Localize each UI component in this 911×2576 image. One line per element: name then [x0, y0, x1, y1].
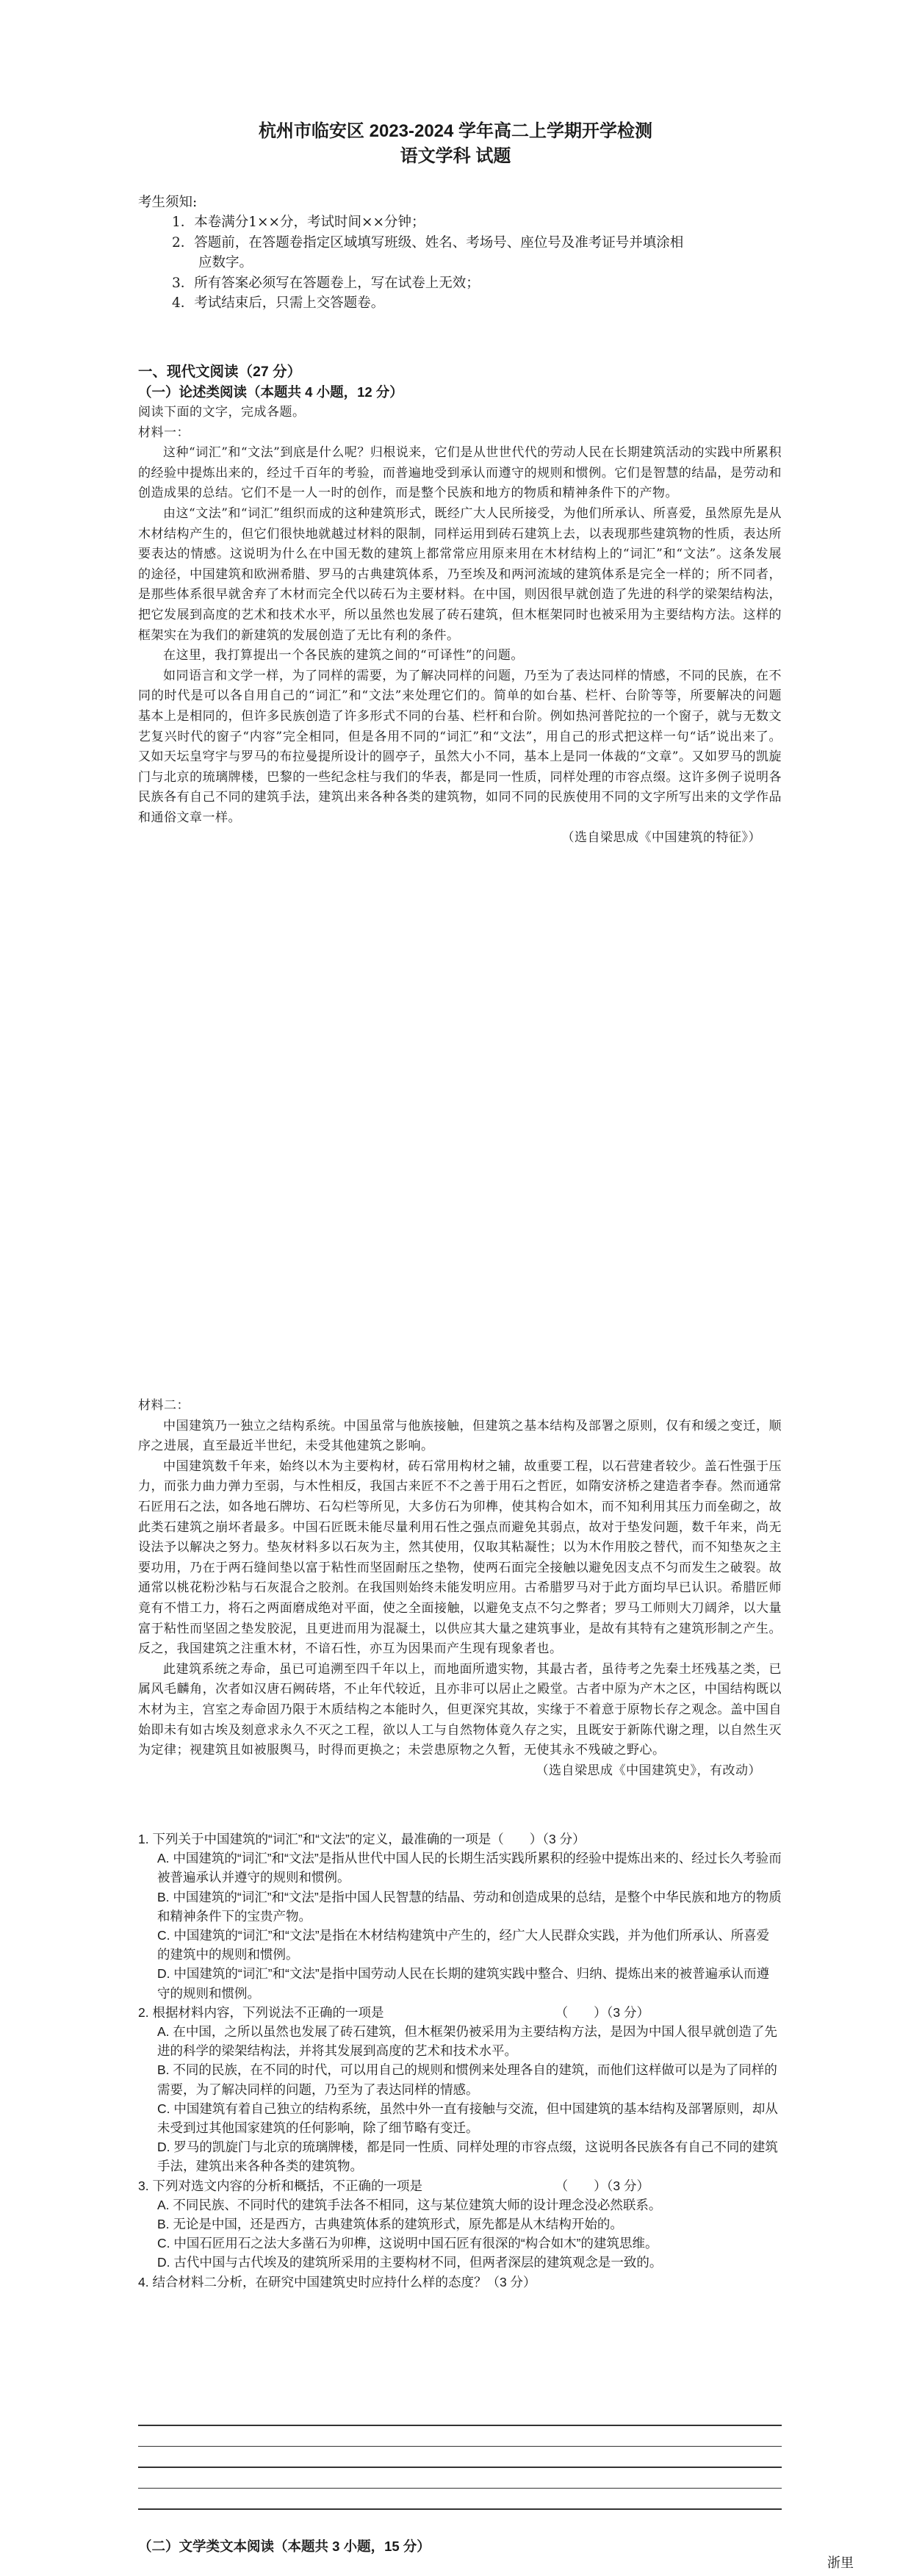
question-option: C. 中国建筑有着自己独立的结构系统，虽然中外一直有接触与交流，但中国建筑的基本结构及部署原则，却从未受到过其他国家建筑的任何影响，除了细节略有变迁。 [157, 2101, 778, 2136]
question-stem: 1. 下列关于中国建筑的“词汇”和“文法”的定义，最准确的一项是（ ）（3 分） [138, 1832, 586, 1846]
exam-notice [138, 193, 782, 313]
answer-line [138, 2446, 782, 2447]
material-source: （选自梁思成《中国建筑的特征》） [561, 830, 761, 846]
subsection-heading: （一）论述类阅读（本题共 4 小题，12 分） [138, 384, 403, 400]
question-option: A. 不同民族、不同时代的建筑手法各不相同，这与某位建筑大师的设计理念没必然联系。 [157, 2197, 662, 2212]
notice-item: 4．考试结束后，只需上交答题卷。 [172, 295, 385, 312]
notice-item: 3．所有答案必须写在答题卷上，写在试卷上无效； [172, 275, 480, 291]
question-option: A. 中国建筑的“词汇”和“文法”是指从世代中国人民的长期生活实践所累积的经验中提炼出来的、经过长久考验而被普遍承认并遵守的规则和惯例。 [157, 1851, 782, 1885]
material-paragraph: 在这里，我打算提出一个各民族的建筑之间的“可译性”的问题。 [163, 648, 524, 663]
notice-item-continued: 应数字。 [198, 255, 253, 271]
question-score: （ ）（3 分） [555, 2004, 649, 2020]
section-heading: 一、现代文阅读（27 分） [138, 364, 302, 380]
answer-line [138, 2508, 782, 2510]
question-option: D. 古代中国与古代埃及的建筑所采用的主要构材不同，但两者深层的建筑观念是一致的。 [157, 2255, 663, 2270]
notice-item: 1．本卷满分1××分，考试时间××分钟； [172, 215, 425, 231]
question-option: B. 不同的民族，在不同的时代，可以用自己的规则和惯例来处理各自的建筑，而他们这样做可以是为了同样的需要，为了解决同样的问题，乃至为了表达同样的情感。 [157, 2062, 777, 2097]
material-paragraph: 如同语言和文学一样，为了同样的需要，为了解决同样的问题，乃至为了表达同样的情感，不同的民族，在不同的时代是可以各自用自己的“词汇”和“文法”来处理它们的。简单的如台基、栏杆、台阶等等，所要解决的问题基本上是相同的，但许多民族创造了许多形式不同的台基、栏杆和台阶。例如热河普陀拉的一个窗子，就与无数文艺复兴时代的窗子“内容”完全相同，但是各用不同的“词汇”和“文法”，用自己的形式把这样一句“话”说出来了。又如天坛皇穹宇与罗马的布拉曼提所设计的圆亭子，虽然大小不同，基本上是同一体裁的“文章”。又如罗马的凯旋门与北京的琉璃牌楼，巴黎的一些纪念柱与我们的华表，都是同一性质，同样处理的市容点缀。这许多例子说明各民族各有自己不同的建筑手法，建筑出来各种各类的建筑物，如同不同的民族使用不同的文字所写出来的文学作品和通俗文章一样。 [138, 668, 782, 825]
question-option: C. 中国建筑的“词汇”和“文法”是指在木材结构建筑中产生的，经广大人民群众实践，并为他们所承认、所喜爱的建筑中的规则和惯例。 [157, 1928, 770, 1962]
exam-title: 杭州市临安区 2023-2024 学年高二上学期开学检测 [258, 121, 653, 141]
answer-line [138, 2488, 782, 2489]
question-stem [138, 2176, 782, 2195]
question-option: D. 罗马的凯旋门与北京的琉璃牌楼，都是同一性质、同样处理的市容点缀，这说明各民族各有自己不同的建筑手法，建筑出来各种各类的建筑物。 [157, 2140, 778, 2174]
page-footer: 浙里 [827, 2555, 854, 2570]
notice-heading: 考生须知: [138, 195, 198, 210]
material-one [138, 403, 782, 849]
question-option: C. 中国石匠用石之法大多凿石为卯榫，这说明中国石匠有很深的“构合如木”的建筑思维。 [157, 2236, 658, 2251]
exam-subtitle: 语文学科 试题 [400, 146, 511, 166]
answer-line [138, 2425, 782, 2426]
material-paragraph: 中国建筑数千年来，始终以木为主要构材，砖石常用构材之辅，故重要工程，以石营建者较少。盖石性强于压力，而张力曲力弹力至弱，与木性相反，我国古来匠不不之善于用石之哲匠，如隋安济桥之建造者李春。然而通常石匠用石之法，如各地石牌坊、石勾栏等所见，大多仿石为卯榫，使其构合如木，而不知利用其压力而垒砌之，故此类石建筑之崩坏者最多。中国石匠既未能尽量利用石性之强点而避免其弱点，故对于垫发问题，数千年来，尚无设法予以解决之努力。垫灰材料多以石灰为主，然其使用，仅取其粘凝性；以为木作用胶之替代，而不知垫灰之主要功用，乃在于两石缝间垫以富于粘性而坚固耐压之垫物，使两石面完全接触以避免因支点不匀而发生之破裂。故通常以桃花粉沙粘与石灰混合之胶剂。在我国则始终未能发明应用。古希腊罗马对于此方面均早已认识。希腊匠师竟有不惜工力，将石之两面磨成绝对平面，使之全面接触，以避免支点不匀之弊者；罗马工师则大刀阔斧，以大量富于粘性而坚固之垫发胶泥，且更进而用为混凝土，以供应其大量之建筑事业，是故有其特有之建筑形制之产生。反之，我国建筑之注重木材，不谙石性，亦互为因果而产生现有现象者也。 [138, 1458, 782, 1657]
material-two [138, 1396, 782, 1781]
question-stem-text: 3. 下列对选文内容的分析和概括，不正确的一项是 [138, 2178, 422, 2193]
question-option: D. 中国建筑的“词汇”和“文法”是指中国劳动人民在长期的建筑实践中整合、归纳、提炼出来的被普遍承认而遵守的规则和惯例。 [157, 1966, 770, 2001]
material-paragraph: 中国建筑乃一独立之结构系统。中国虽常与他族接触，但建筑之基本结构及部署之原则，仅有和缓之变迁，顺序之进展，直至最近半世纪，未受其他建筑之影响。 [138, 1418, 782, 1454]
question-stem [138, 2003, 782, 2022]
notice-item: 2．答题前，在答题卷指定区域填写班级、姓名、考场号、座位号及准考证号并填涂相 [172, 234, 684, 251]
subsection-heading: （二）文学类文本阅读（本题共 3 小题，15 分） [138, 2539, 431, 2554]
material-paragraph: 此建筑系统之寿命，虽已可追溯至四千年以上，而地面所遗实物，其最古者，虽待考之先秦土坯残基之类，已属风毛麟角，次者如汉唐石阙砖塔，不止年代较近，且亦非可以居止之殿堂。古者中原为产木之区，中国结构既以木材为主，宫室之寿命固乃限于木质结构之本能时久，但更深究其故，实缘于不着意于原物长存之观念。盖中国自始即未有如古埃及刻意求永久不灭之工程，欲以人工与自然物体竟久存之实，且既安于新陈代谢之理，以自然生灭为定律；视建筑且如被服舆马，时得而更换之；未尝患原物之久暂，无使其永不残破之野心。 [138, 1661, 782, 1758]
material-paragraph: 这种“词汇”和“文法”到底是什么呢？归根说来，它们是从世世代代的劳动人民在长期建筑活动的实践中所累积的经验中提炼出来的，经过千百年的考验，而普遍地受到承认而遵守的规则和惯例。它们是智慧的结晶，是劳动和创造成果的总结。它们不是一人一时的创作，而是整个民族和地方的物质和精神条件下的产物。 [138, 445, 782, 501]
answer-lines [138, 2425, 782, 2530]
material-paragraph: 由这“文法”和“词汇”组织而成的这种建筑形式，既经广大人民所接受，为他们所承认、所喜爱，虽然原先是从木材结构产生的，但它们很快地就越过材料的限制，同样运用到砖石建筑上去，以表现那些建筑物的性质，表达所要表达的情感。这说明为什么在中国无数的建筑上都常常应用原来用在木材结构上的“词汇”和“文法”。这条发展的途径，中国建筑和欧洲希腊、罗马的古典建筑体系，乃至埃及和两河流域的建筑体系是完全一样的；所不同者，是那些体系很早就舍弃了木材而完全代以砖石为主要材料。在中国，则因很早就创造了先进的科学的梁架结构法，把它发展到高度的艺术和技术水平，所以虽然也发展了砖石建筑，但木框架同时也被采用为主要结构方法。这样的框架实在为我们的新建筑的发展创造了无比有利的条件。 [138, 506, 782, 643]
question-stem: 4. 结合材料二分析，在研究中国建筑史时应持什么样的态度？（3 分） [138, 2274, 536, 2289]
question-score: （ ）（3 分） [555, 2178, 649, 2193]
question-option: B. 无论是中国，还是西方，古典建筑体系的建筑形式，原先都是从木结构开始的。 [157, 2217, 623, 2232]
material-source: （选自梁思成《中国建筑史》，有改动） [536, 1763, 761, 1778]
question-option: B. 中国建筑的“词汇”和“文法”是指中国人民智慧的结晶、劳动和创造成果的总结，是整个中华民族和地方的物质和精神条件下的宝贵产物。 [157, 1889, 782, 1924]
material-label: 材料二： [138, 1398, 190, 1413]
question-list [138, 1830, 782, 2292]
answer-line [138, 2467, 782, 2468]
material-label: 材料一： [138, 425, 190, 440]
instruction-text: 阅读下面的文字，完成各题。 [138, 405, 306, 420]
question-stem-text: 2. 根据材料内容，下列说法不正确的一项是 [138, 2004, 384, 2020]
question-option: A. 在中国，之所以虽然也发展了砖石建筑，但木框架仍被采用为主要结构方法，是因为中国人很早就创造了先进的科学的梁架结构法，并将其发展到高度的艺术和技术水平。 [157, 2024, 777, 2059]
